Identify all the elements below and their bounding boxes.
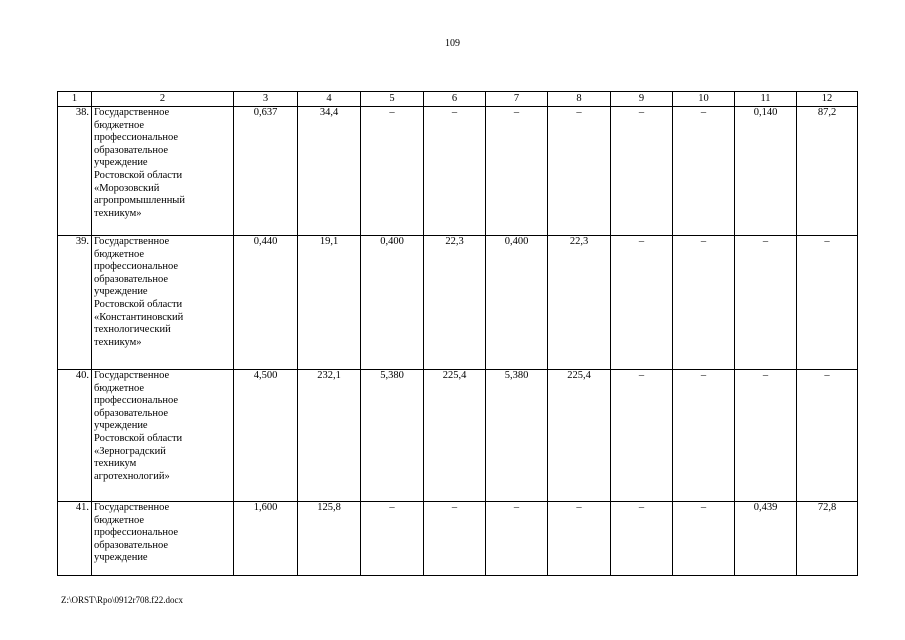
institution-name <box>92 107 234 236</box>
row-number: 38. <box>58 107 92 236</box>
value-cell: 5,380 <box>361 370 424 502</box>
institution-name <box>92 370 234 502</box>
value-cell: 125,8 <box>298 502 361 576</box>
row-number: 41. <box>58 502 92 576</box>
name-line: «Морозовский <box>94 182 160 194</box>
value-cell: – <box>611 370 673 502</box>
column-header: 6 <box>424 92 486 107</box>
name-line: бюджетное <box>94 119 145 131</box>
name-line: образовательное <box>94 144 168 156</box>
value-cell: – <box>735 370 797 502</box>
table-row <box>58 236 858 370</box>
name-line: «Зерноградский <box>94 445 166 457</box>
name-line: бюджетное <box>94 382 145 394</box>
name-line: Государственное <box>94 236 170 247</box>
value-cell: 232,1 <box>298 370 361 502</box>
value-cell: – <box>611 236 673 370</box>
value-cell: – <box>548 107 611 236</box>
name-line: профессиональное <box>94 261 179 273</box>
name-line: образовательное <box>94 407 168 419</box>
value-cell: 0,400 <box>361 236 424 370</box>
name-line: техникум <box>94 458 137 470</box>
value-cell: 0,637 <box>234 107 298 236</box>
value-cell: 5,380 <box>486 370 548 502</box>
name-line: бюджетное <box>94 248 145 260</box>
value-cell: 1,600 <box>234 502 298 576</box>
name-line: учреждение <box>94 420 148 432</box>
value-cell: 0,140 <box>735 107 797 236</box>
name-line: бюджетное <box>94 514 145 526</box>
value-cell: 72,8 <box>797 502 858 576</box>
value-cell: – <box>611 107 673 236</box>
column-header: 2 <box>92 92 234 107</box>
name-line: Государственное <box>94 502 170 513</box>
name-line: Государственное <box>94 370 170 381</box>
value-cell: 225,4 <box>548 370 611 502</box>
name-line: образовательное <box>94 273 168 285</box>
value-cell: 22,3 <box>548 236 611 370</box>
institution-name <box>92 502 234 576</box>
data-table <box>57 91 858 576</box>
name-line: техникум» <box>94 336 142 348</box>
value-cell: 0,400 <box>486 236 548 370</box>
footer-file-path: Z:\ORST\Rpo\0912r708.f22.docx <box>61 595 183 605</box>
column-header: 8 <box>548 92 611 107</box>
name-line: «Константиновский <box>94 311 184 323</box>
value-cell: – <box>673 502 735 576</box>
table-row <box>58 107 858 236</box>
column-header: 1 <box>58 92 92 107</box>
name-line: Ростовской области <box>94 432 183 444</box>
name-line: учреждение <box>94 157 148 169</box>
column-header: 4 <box>298 92 361 107</box>
value-cell: – <box>486 107 548 236</box>
row-number: 40. <box>58 370 92 502</box>
column-header: 12 <box>797 92 858 107</box>
name-line: профессиональное <box>94 132 179 144</box>
value-cell: – <box>797 370 858 502</box>
column-header: 10 <box>673 92 735 107</box>
value-cell: – <box>424 107 486 236</box>
value-cell: – <box>424 502 486 576</box>
name-line: Ростовской области <box>94 298 183 310</box>
name-line: технологический <box>94 324 171 336</box>
column-header: 11 <box>735 92 797 107</box>
name-line: агропромышленный <box>94 195 185 207</box>
header-row <box>58 92 858 107</box>
column-header: 5 <box>361 92 424 107</box>
name-line: техникум» <box>94 207 142 219</box>
name-line: Государственное <box>94 107 170 118</box>
name-line: агротехнологий» <box>94 470 170 482</box>
name-line: учреждение <box>94 286 148 298</box>
value-cell: – <box>673 107 735 236</box>
value-cell: 0,439 <box>735 502 797 576</box>
name-line: образовательное <box>94 539 168 551</box>
value-cell: 87,2 <box>797 107 858 236</box>
value-cell: – <box>673 236 735 370</box>
name-line: профессиональное <box>94 395 179 407</box>
institution-name <box>92 236 234 370</box>
value-cell: – <box>673 370 735 502</box>
name-line: профессиональное <box>94 527 179 539</box>
value-cell: – <box>548 502 611 576</box>
value-cell: – <box>611 502 673 576</box>
value-cell: – <box>797 236 858 370</box>
name-line: Ростовской области <box>94 169 183 181</box>
value-cell: – <box>361 502 424 576</box>
value-cell: 0,440 <box>234 236 298 370</box>
value-cell: – <box>361 107 424 236</box>
table-row <box>58 370 858 502</box>
value-cell: 4,500 <box>234 370 298 502</box>
value-cell: 225,4 <box>424 370 486 502</box>
value-cell: 19,1 <box>298 236 361 370</box>
value-cell: – <box>486 502 548 576</box>
value-cell: 22,3 <box>424 236 486 370</box>
row-number: 39. <box>58 236 92 370</box>
value-cell: – <box>735 236 797 370</box>
table-row <box>58 502 858 576</box>
page-number: 109 <box>445 38 460 49</box>
column-header: 3 <box>234 92 298 107</box>
column-header: 9 <box>611 92 673 107</box>
name-line: учреждение <box>94 552 148 564</box>
column-header: 7 <box>486 92 548 107</box>
value-cell: 34,4 <box>298 107 361 236</box>
